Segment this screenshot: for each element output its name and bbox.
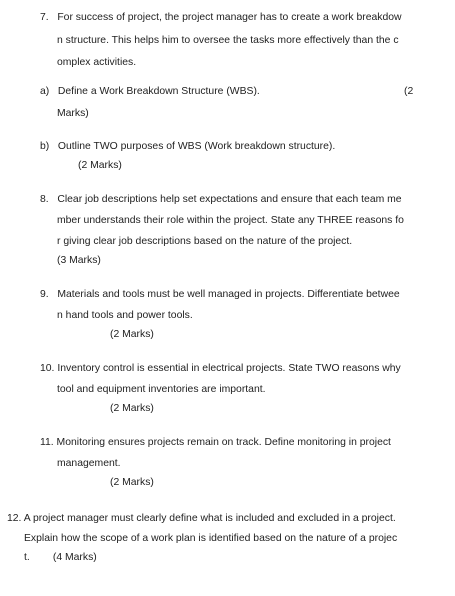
question-9-marks: (2 Marks) — [110, 329, 154, 340]
question-7a-line-2: Marks) — [57, 108, 89, 119]
question-7b-line-1: b) Outline TWO purposes of WBS (Work breakdown structure). — [40, 141, 336, 152]
question-7a-line-1: a) Define a Work Breakdown Structure (WBS). — [40, 86, 260, 97]
question-11-line-2: management. — [57, 458, 121, 469]
question-10-line-2: tool and equipment inventories are important. — [57, 384, 266, 395]
question-7-line-3: omplex activities. — [57, 57, 137, 68]
question-8-line-1: 8. Clear job descriptions help set expectations and ensure that each team me — [40, 194, 402, 205]
question-9-line-1: 9. Materials and tools must be well managed in projects. Differentiate betwee — [40, 289, 400, 300]
question-7-line-2: n structure. This helps him to oversee the tasks more effectively than the c — [57, 35, 399, 46]
question-10-line-1: 10. Inventory control is essential in electrical projects. State TWO reasons why — [40, 363, 401, 374]
question-10-marks: (2 Marks) — [110, 403, 154, 414]
question-8-line-2: mber understands their role within the project. State any THREE reasons fo — [57, 215, 404, 226]
question-12-line-2: Explain how the scope of a work plan is identified based on the nature of a projec — [24, 533, 398, 544]
question-7b-marks: (2 Marks) — [78, 160, 122, 171]
question-8-marks: (3 Marks) — [57, 255, 101, 266]
question-11-marks: (2 Marks) — [110, 477, 154, 488]
question-8-line-3: r giving clear job descriptions based on the nature of the project. — [57, 236, 353, 247]
question-9-line-2: n hand tools and power tools. — [57, 310, 193, 321]
question-7a-marks-open: (2 — [404, 86, 414, 97]
question-11-line-1: 11. Monitoring ensures projects remain on track. Define monitoring in project — [40, 437, 391, 448]
question-12-line-1: 12. A project manager must clearly define what is included and excluded in a project. — [7, 513, 396, 524]
question-12-line-3: t. (4 Marks) — [24, 552, 97, 563]
question-7-line-1: 7. For success of project, the project manager has to create a work breakdow — [40, 12, 402, 23]
